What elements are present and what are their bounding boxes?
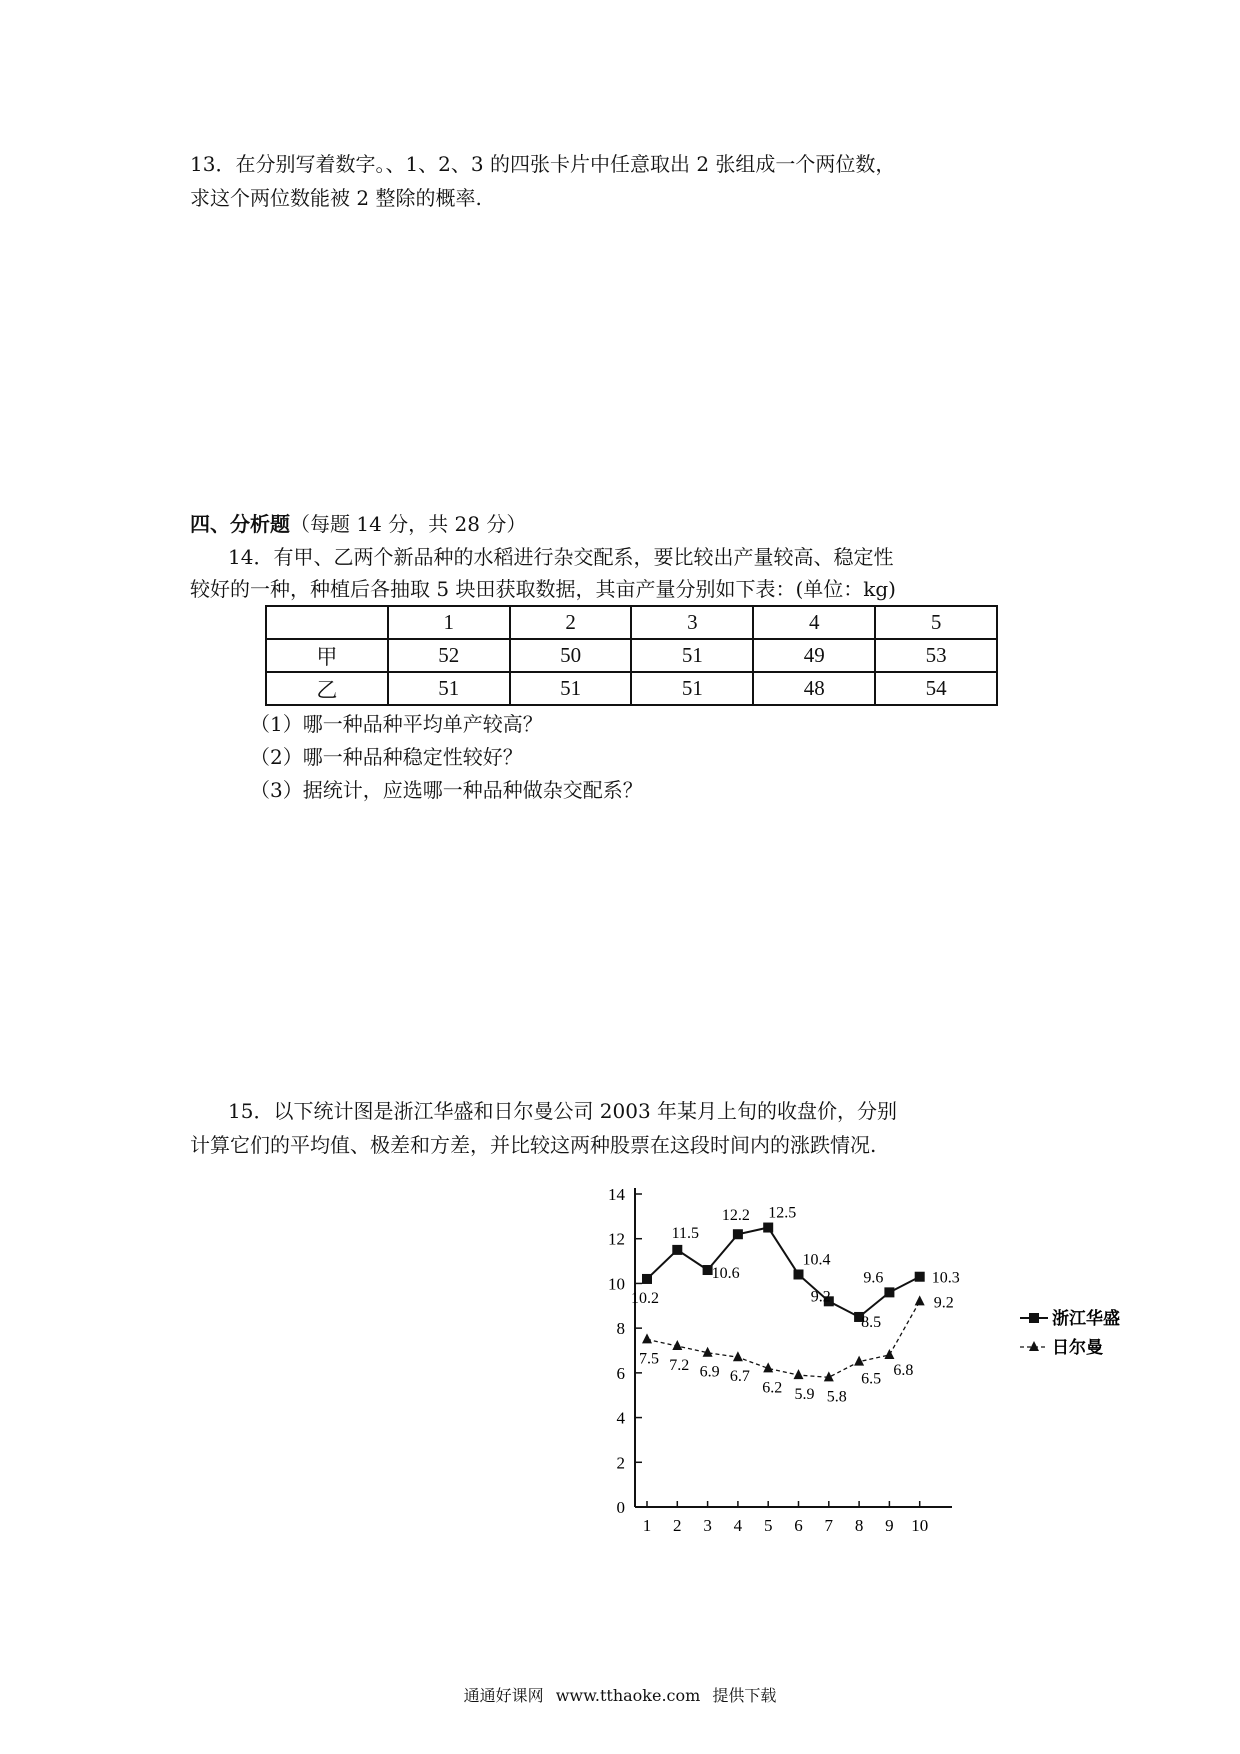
legend-marker-reman bbox=[1029, 1341, 1039, 1351]
table-row bbox=[266, 672, 997, 705]
zjhs-point bbox=[794, 1269, 804, 1279]
stock-price-chart bbox=[590, 1175, 1150, 1545]
x-tick-label: 9 bbox=[885, 1516, 894, 1535]
reman-point bbox=[794, 1369, 804, 1379]
x-tick-label: 7 bbox=[824, 1516, 834, 1535]
zjhs-data-label: 8.5 bbox=[861, 1313, 882, 1331]
reman-data-label: 9.2 bbox=[933, 1294, 954, 1312]
q14-sub-3: （3）据统计，应选哪一种品种做杂交配系？ bbox=[250, 778, 643, 802]
x-tick-label: 2 bbox=[673, 1516, 682, 1535]
q13-line-1: 13．在分别写着数字。、1、2、3 的四张卡片中任意取出 2 张组成一个两位数， bbox=[190, 152, 896, 176]
reman-point bbox=[642, 1333, 652, 1343]
reman-point bbox=[672, 1340, 682, 1350]
zjhs-point bbox=[642, 1274, 652, 1284]
x-tick-label: 1 bbox=[642, 1516, 652, 1535]
legend-label-reman: 日尔曼 bbox=[1052, 1338, 1103, 1357]
zjhs-point bbox=[763, 1223, 773, 1233]
table-cell: 3 bbox=[631, 606, 753, 639]
reman-data-label: 7.2 bbox=[669, 1357, 690, 1375]
q13-line-2: 求这个两位数能被 2 整除的概率. bbox=[190, 186, 482, 210]
section-score-note: （每题 14 分，共 28 分） bbox=[290, 512, 527, 536]
footer-site-name: 通通好课网 bbox=[463, 1686, 544, 1705]
q15-line-1: 15．以下统计图是浙江华盛和日尔曼公司 2003 年某月上旬的收盘价，分别 bbox=[228, 1099, 898, 1123]
reman-data-label: 6.2 bbox=[762, 1379, 783, 1397]
table-cell: 2 bbox=[510, 606, 632, 639]
zjhs-point bbox=[884, 1287, 894, 1297]
table-cell: 52 bbox=[388, 639, 510, 672]
reman-data-label: 5.9 bbox=[794, 1386, 815, 1404]
yield-table bbox=[265, 605, 998, 706]
q15-line-2: 计算它们的平均值、极差和方差，并比较这两种股票在这段时间内的涨跌情况. bbox=[190, 1133, 877, 1157]
reman-data-label: 5.8 bbox=[826, 1388, 847, 1406]
y-tick-label: 6 bbox=[616, 1363, 625, 1383]
zjhs-data-label: 9.2 bbox=[810, 1288, 831, 1306]
reman-data-label: 7.5 bbox=[639, 1350, 659, 1368]
zjhs-data-label: 9.6 bbox=[863, 1269, 884, 1287]
table-cell: 甲 bbox=[266, 639, 388, 672]
reman-data-label: 6.5 bbox=[861, 1370, 882, 1388]
reman-point bbox=[733, 1351, 743, 1361]
q14-sub-2: （2）哪一种品种稳定性较好？ bbox=[250, 745, 523, 769]
reman-point bbox=[884, 1349, 894, 1359]
table-cell: 53 bbox=[875, 639, 997, 672]
x-tick-label: 6 bbox=[794, 1516, 803, 1535]
table-cell: 48 bbox=[753, 672, 875, 705]
zjhs-data-label: 10.2 bbox=[631, 1289, 659, 1307]
zjhs-data-label: 10.3 bbox=[931, 1269, 960, 1287]
y-tick-label: 8 bbox=[616, 1319, 625, 1339]
table-cell: 50 bbox=[510, 639, 632, 672]
zjhs-point bbox=[672, 1245, 682, 1255]
zjhs-data-label: 10.4 bbox=[802, 1251, 831, 1269]
table-cell: 51 bbox=[631, 639, 753, 672]
table-cell bbox=[266, 606, 388, 639]
y-tick-label: 4 bbox=[616, 1408, 625, 1428]
x-tick-label: 10 bbox=[911, 1516, 929, 1535]
legend-marker-zjhs bbox=[1029, 1313, 1039, 1323]
y-tick-label: 10 bbox=[608, 1274, 625, 1294]
q14-line-1: 14．有甲、乙两个新品种的水稻进行杂交配系，要比较出产量较高、稳定性 bbox=[228, 545, 894, 569]
y-tick-label: 0 bbox=[616, 1498, 625, 1517]
footer-suffix: 提供下载 bbox=[712, 1686, 777, 1705]
q14-sub-1: （1）哪一种品种平均单产较高？ bbox=[250, 712, 543, 736]
table-cell: 51 bbox=[388, 672, 510, 705]
legend-label-zjhs: 浙江华盛 bbox=[1052, 1309, 1120, 1328]
table-header-row bbox=[266, 606, 997, 639]
table-cell: 4 bbox=[753, 606, 875, 639]
zjhs-point bbox=[915, 1272, 925, 1282]
table-cell: 49 bbox=[753, 639, 875, 672]
y-tick-label: 2 bbox=[616, 1453, 625, 1473]
q14-line-2: 较好的一种，种植后各抽取 5 块田获取数据，其亩产量分别如下表：(单位：kg) bbox=[190, 577, 896, 601]
table-cell: 51 bbox=[510, 672, 632, 705]
table-cell: 54 bbox=[875, 672, 997, 705]
zjhs-data-label: 10.6 bbox=[711, 1265, 740, 1283]
reman-data-label: 6.8 bbox=[893, 1361, 914, 1379]
zjhs-data-label: 12.2 bbox=[721, 1207, 750, 1225]
reman-data-label: 6.9 bbox=[699, 1363, 720, 1381]
table-cell: 乙 bbox=[266, 672, 388, 705]
y-tick-label: 12 bbox=[608, 1229, 625, 1249]
table-cell: 1 bbox=[388, 606, 510, 639]
reman-point bbox=[915, 1295, 925, 1305]
table-row bbox=[266, 639, 997, 672]
x-tick-label: 3 bbox=[703, 1516, 712, 1535]
footer-url: www.tthaoke.com bbox=[555, 1686, 701, 1705]
x-tick-label: 4 bbox=[733, 1516, 743, 1535]
table-cell: 5 bbox=[875, 606, 997, 639]
section-title: 四、分析题 bbox=[190, 512, 290, 536]
zjhs-data-label: 11.5 bbox=[671, 1224, 700, 1242]
zjhs-point bbox=[733, 1229, 743, 1239]
reman-data-label: 6.7 bbox=[729, 1368, 750, 1386]
table-cell: 51 bbox=[631, 672, 753, 705]
zjhs-data-label: 12.5 bbox=[768, 1204, 797, 1222]
reman-point bbox=[824, 1371, 834, 1381]
page-footer bbox=[0, 1683, 1240, 1706]
x-tick-label: 8 bbox=[854, 1516, 864, 1535]
section-heading bbox=[190, 510, 526, 538]
x-tick-label: 5 bbox=[763, 1516, 773, 1535]
y-tick-label: 14 bbox=[608, 1185, 625, 1204]
